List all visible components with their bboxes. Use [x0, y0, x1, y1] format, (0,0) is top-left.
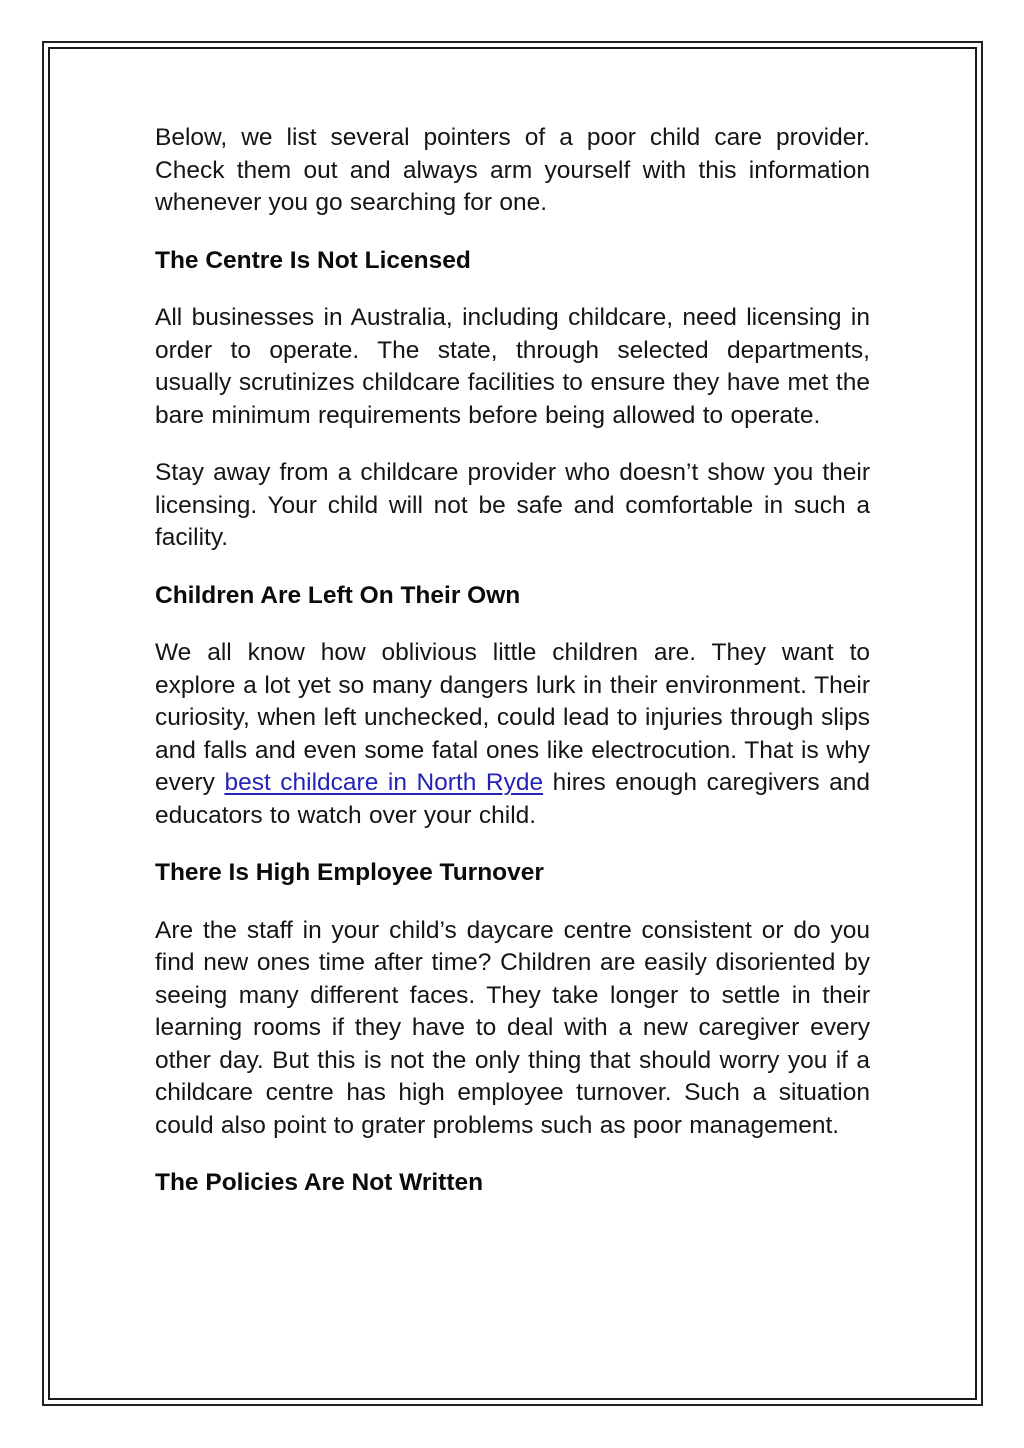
turnover-paragraph: Are the staff in your child’s daycare centre consistent or do you find new ones time after time? Children are easily disoriented by seeing many different faces. They take longer to settle in their learning rooms if they have to deal with a new caregiver every other day. But this is not the only thing that should worry you if a childcare centre has high employee turnover. Such a situation could also point to grater problems such as poor management.: [155, 916, 870, 1139]
heading-children-left-on-own: Children Are Left On Their Own: [155, 581, 521, 609]
heading-centre-not-licensed: The Centre Is Not Licensed: [155, 246, 471, 274]
paragraph-text-after-link: hires enough caregivers and educators to watch over your child.: [155, 769, 871, 829]
paragraph-text-before-link: We all know how oblivious little children are. They want to explore a lot yet so many dangers lurk in their environment. Their curiosity, when left unchecked, could lead to injuries through slips and falls and even some fatal ones like electrocution. That is why every: [155, 639, 870, 796]
licensed-paragraph-1: All businesses in Australia, including childcare, need licensing in order to operate. The state, through selected departments, usually scrutinizes childcare facilities to ensure they have met the bare minimum requirements before being allowed to operate.: [155, 304, 870, 429]
childcare-north-ryde-link[interactable]: best childcare in North Ryde: [224, 769, 544, 796]
licensed-paragraph-2: Stay away from a childcare provider who doesn’t show you their licensing. Your child will not be safe and comfortable in such a facility.: [155, 459, 870, 551]
page-border-frame: [42, 41, 983, 1406]
page-border-frame-inner: [48, 47, 977, 1400]
intro-paragraph: Below, we list several pointers of a poor child care provider. Check them out and always arm yourself with this information whenever you go searching for one.: [155, 124, 870, 216]
left-alone-paragraph: [155, 637, 870, 832]
heading-policies-not-written: The Policies Are Not Written: [155, 1169, 484, 1196]
document-content: [155, 122, 870, 1200]
heading-high-employee-turnover: There Is High Employee Turnover: [155, 859, 544, 886]
